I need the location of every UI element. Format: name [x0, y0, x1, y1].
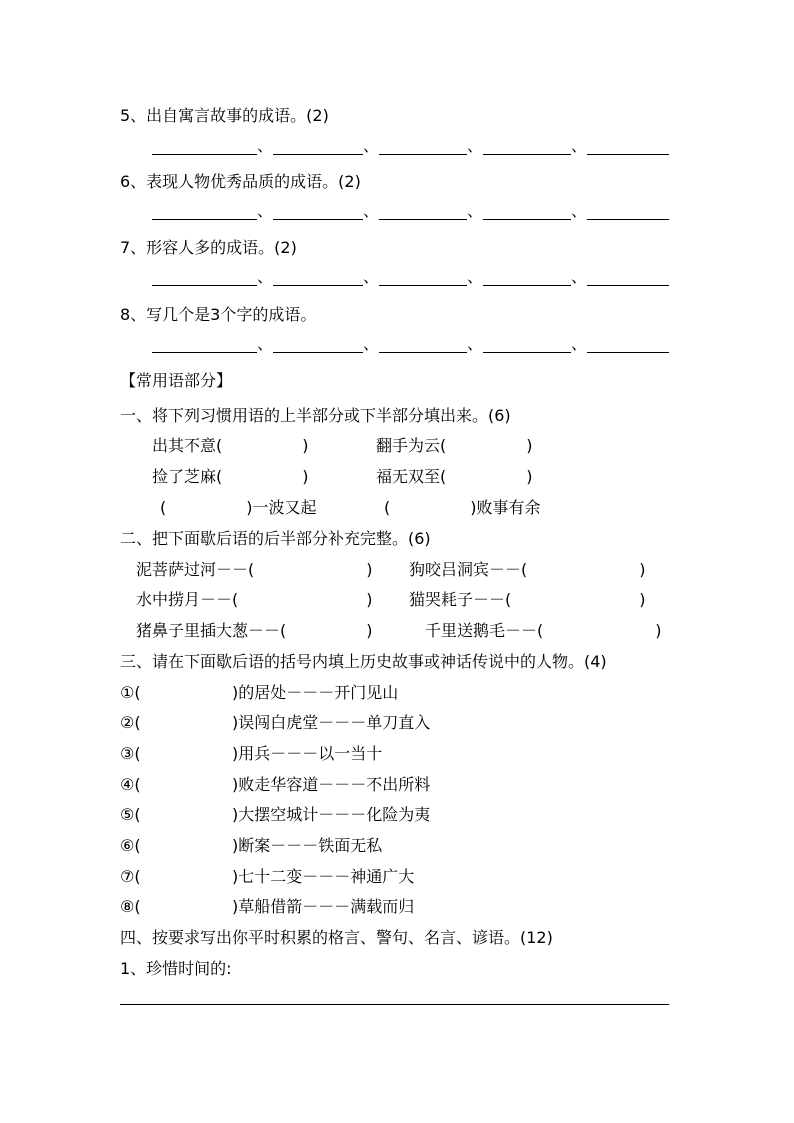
blank-field[interactable]: [379, 136, 467, 155]
blank-field[interactable]: [483, 136, 571, 155]
q3-item-rest: )败走华容道－－－不出所料: [232, 775, 431, 794]
item-number: ①: [120, 683, 135, 702]
blank-field[interactable]: [379, 201, 467, 220]
blank-field[interactable]: [379, 267, 467, 286]
q2-title: 二、把下面歇后语的后半部分补充完整。(6): [120, 529, 431, 548]
blank-field[interactable]: [152, 201, 257, 220]
q3-item-rest: )的居处－－－开门见山: [232, 683, 399, 702]
open-paren: (: [134, 683, 141, 702]
question-8: 8、写几个是3个字的成语。: [120, 305, 317, 324]
blank-field[interactable]: [379, 334, 467, 353]
separator: 、: [363, 334, 380, 353]
answer-line[interactable]: [120, 1004, 669, 1005]
separator: 、: [257, 334, 274, 353]
question-5: 5、出自寓言故事的成语。(2): [120, 106, 329, 125]
q1-item[interactable]: 福无双至( ): [376, 467, 533, 486]
q4-title: 四、按要求写出你平时积累的格言、警句、名言、谚语。(12): [120, 928, 553, 947]
q2-item[interactable]: 泥菩萨过河－－( ): [136, 560, 373, 579]
separator: 、: [257, 267, 274, 286]
blank-field[interactable]: [273, 201, 363, 220]
q3-title: 三、请在下面歇后语的括号内填上历史故事或神话传说中的人物。(4): [120, 652, 607, 671]
separator: 、: [571, 201, 588, 220]
item-number: ②: [120, 713, 135, 732]
blank-field[interactable]: [152, 136, 257, 155]
q3-item: [120, 867, 141, 887]
open-paren: (: [134, 744, 141, 763]
q3-item-rest: )用兵－－－以一当十: [232, 744, 383, 763]
blank-field[interactable]: [273, 267, 363, 286]
item-number: ⑧: [120, 897, 135, 916]
q3-item: [120, 897, 141, 917]
q3-item: [120, 713, 141, 733]
blank-field[interactable]: [483, 334, 571, 353]
q3-item-rest: )七十二变－－－神通广大: [232, 867, 415, 886]
separator: 、: [467, 136, 484, 155]
q2-item[interactable]: 猪鼻子里插大葱－－( ): [136, 621, 373, 640]
item-number: ⑦: [120, 867, 135, 886]
q2-item[interactable]: 狗咬吕洞宾－－( ): [409, 560, 646, 579]
blank-field[interactable]: [273, 136, 363, 155]
separator: 、: [467, 267, 484, 286]
q1-item[interactable]: ( )一波又起: [160, 498, 317, 517]
item-number: ④: [120, 775, 135, 794]
blank-field[interactable]: [152, 334, 257, 353]
separator: 、: [363, 201, 380, 220]
blank-field[interactable]: [483, 201, 571, 220]
blank-field[interactable]: [587, 201, 669, 220]
blank-field[interactable]: [587, 136, 669, 155]
q3-item: [120, 744, 141, 764]
separator: 、: [363, 136, 380, 155]
separator: 、: [467, 201, 484, 220]
section-heading: 【常用语部分】: [120, 371, 233, 390]
q3-item-rest: )误闯白虎堂－－－单刀直入: [232, 713, 431, 732]
separator: 、: [571, 334, 588, 353]
separator: 、: [467, 334, 484, 353]
question-6: 6、表现人物优秀品质的成语。(2): [120, 172, 361, 191]
q1-item[interactable]: 出其不意( ): [152, 436, 309, 455]
q1-item[interactable]: 翻手为云( ): [376, 436, 533, 455]
separator: 、: [257, 136, 274, 155]
open-paren: (: [134, 836, 141, 855]
q1-item[interactable]: 捡了芝麻( ): [152, 467, 309, 486]
question-7: 7、形容人多的成语。(2): [120, 238, 297, 257]
item-number: ⑤: [120, 805, 135, 824]
separator: 、: [571, 136, 588, 155]
q3-item-rest: )草船借箭－－－满载而归: [232, 897, 415, 916]
q2-item[interactable]: 猫哭耗子－－( ): [409, 590, 646, 609]
q3-item: [120, 775, 141, 795]
open-paren: (: [134, 867, 141, 886]
q1-item[interactable]: ( )败事有余: [384, 498, 541, 517]
open-paren: (: [134, 805, 141, 824]
q1-title: 一、将下列习惯用语的上半部分或下半部分填出来。(6): [120, 406, 511, 425]
blank-field[interactable]: [587, 334, 669, 353]
blank-field[interactable]: [152, 267, 257, 286]
separator: 、: [571, 267, 588, 286]
q2-item[interactable]: 千里送鹅毛－－( ): [425, 621, 662, 640]
q3-item-rest: )大摆空城计－－－化险为夷: [232, 805, 431, 824]
q4-sub1: 1、珍惜时间的:: [120, 959, 232, 978]
open-paren: (: [134, 713, 141, 732]
separator: 、: [257, 201, 274, 220]
blank-field[interactable]: [483, 267, 571, 286]
q3-item-rest: )断案－－－铁面无私: [232, 836, 383, 855]
open-paren: (: [134, 897, 141, 916]
q2-item[interactable]: 水中捞月－－( ): [136, 590, 373, 609]
blank-field[interactable]: [273, 334, 363, 353]
q3-item: [120, 836, 141, 856]
item-number: ⑥: [120, 836, 135, 855]
open-paren: (: [134, 775, 141, 794]
q3-item: [120, 683, 141, 703]
q3-item: [120, 805, 141, 825]
blank-field[interactable]: [587, 267, 669, 286]
separator: 、: [363, 267, 380, 286]
item-number: ③: [120, 744, 135, 763]
